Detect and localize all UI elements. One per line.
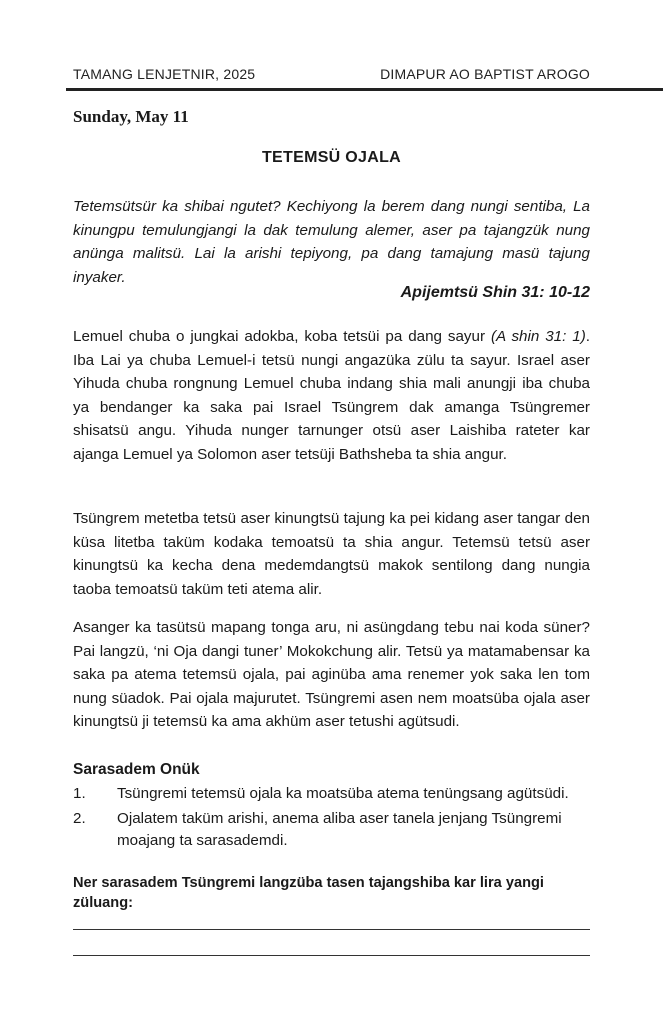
paragraph-1 <box>73 325 590 466</box>
paragraph-1-text-b: . Iba Lai ya chuba Lemuel-i tetsü nungi angazüka zülu ta sayur. Israel aser Yihuda chuba rongnung Lemuel chuba indang shia mali anungji iba chuba ya bendanger ka saka pai Israel Tsüngrem dak amanga Tsüngremer shisatsü angu. Yihuda nunger tarnunger otsü aser Laishiba rateter kar ajanga Lemuel ya Solomon aser tetsüji Bathsheba ta shia angur. <box>73 328 590 463</box>
running-header <box>73 66 590 86</box>
paragraph-3: Asanger ka tasütsü mapang tonga aru, ni asüngdang tebu nai koda süner? Pai langzü, ‘ni Oja dangi tuner’ Mokokchung alir. Tetsü ya matamabensar ka saka pa atema tetemsü ojala, pai aginüba ama renemer yok saka len tom nung süadok. Pai ojala majurutet. Tsüngremi asen nem moatsüba ojala aser kinungtsü ji tetemsü ka ama akhüm aser tetushi agütsudi. <box>73 619 590 730</box>
header-publication: TAMANG LENJETNIR, 2025 <box>73 66 256 82</box>
writing-line[interactable] <box>73 929 590 930</box>
lesson-date: Sunday, May 11 <box>73 107 189 126</box>
list-item <box>73 783 590 805</box>
writing-prompt: Ner sarasadem Tsüngremi langzüba tasen tajangshiba kar lira yangi züluang: <box>73 875 544 911</box>
lesson-title: TETEMSÜ OJALA <box>261 149 402 166</box>
list-item <box>73 808 590 852</box>
writing-line[interactable] <box>73 955 590 956</box>
paragraph-1-reference: (A shin 31: 1) <box>490 328 586 345</box>
list-item-text: Tsüngremi tetemsü ojala ka moatsüba atema tenüngsang agütsüdi. <box>117 785 569 802</box>
list-item-text: Ojalatem taküm arishi, anema aliba aser tanela jenjang Tsüngremi moajang ta sarasademdi. <box>117 810 562 849</box>
list-item-number: 1. <box>73 785 86 802</box>
verse-text: Tetemsütsür ka shibai ngutet? Kechiyong la berem dang nungi sentiba, La kinungpu temulungjangi la dak temulung alemer, aser pa tajangzük nung anünga malitsü. Lai la arishi tepiyong, pa dang tamajung masü tajung inyaker. <box>73 198 590 286</box>
header-rule <box>66 88 663 91</box>
header-publisher: DIMAPUR AO BAPTIST AROGO <box>380 66 590 82</box>
scripture-verse <box>73 195 590 289</box>
verse-reference: Apijemtsü Shin 31: 10-12 <box>400 284 590 301</box>
paragraph-2: Tsüngrem metetba tetsü aser kinungtsü tajung ka pei kidang aser tangar den küsa litetba taküm kodaka temoatsü ta shia angur. Tetemsü tetsü aser kinungtsü ka kecha dena medemdangtsü makok sentilong dang nungia taoba temoatsü taküm teti atema alir. <box>73 510 590 598</box>
prayer-list <box>73 783 590 855</box>
prayer-heading: Sarasadem Onük <box>73 761 200 778</box>
paragraph-1-text-a: Lemuel chuba o jungkai adokba, koba tetsüi pa dang sayur <box>73 328 491 345</box>
list-item-number: 2. <box>73 810 86 827</box>
